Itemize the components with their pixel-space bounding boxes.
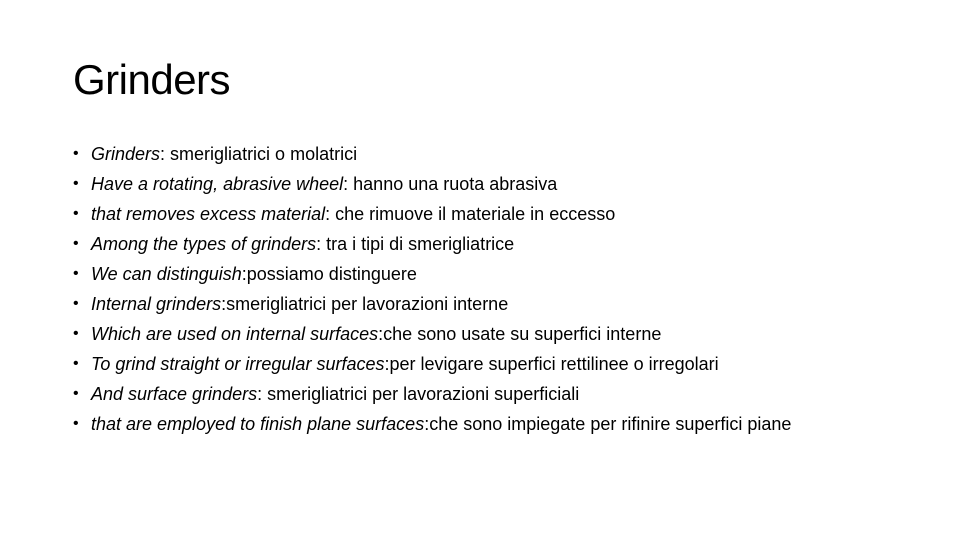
english-term: We can distinguish [91, 264, 242, 284]
english-term: Grinders [91, 144, 161, 164]
separator: : [160, 144, 171, 164]
slide-title: Grinders [73, 56, 231, 103]
bullet-item [73, 174, 893, 194]
separator: : [316, 234, 327, 254]
bullet-item [73, 264, 893, 284]
italian-translation: possiamo distinguere [246, 264, 417, 284]
italian-translation: smerigliatrici per lavorazioni interne [226, 294, 509, 314]
english-term: To grind straight or irregular surfaces [91, 354, 385, 374]
italian-translation: che rimuove il materiale in eccesso [335, 204, 616, 224]
english-term: And surface grinders [91, 384, 258, 404]
italian-translation: tra i tipi di smerigliatrice [326, 234, 515, 254]
bullet-item [73, 294, 893, 314]
separator: : [221, 294, 227, 314]
bullet-item [73, 384, 893, 404]
bullet-item [73, 204, 893, 224]
bullet-icon: • [73, 265, 79, 282]
separator: : [424, 414, 430, 434]
bullet-item [73, 144, 893, 164]
italian-translation: smerigliatrici o molatrici [170, 144, 358, 164]
italian-translation: che sono usate su superfici interne [383, 324, 662, 344]
italian-translation: per levigare superfici rettilinee o irregolari [389, 354, 719, 374]
bullet-item [73, 414, 893, 434]
separator: : [241, 264, 247, 284]
separator: : [257, 384, 268, 404]
italian-translation: smerigliatrici per lavorazioni superficiali [267, 384, 580, 404]
bullet-icon: • [73, 205, 79, 222]
bullet-icon: • [73, 415, 79, 432]
bullet-icon: • [73, 355, 79, 372]
english-term: that are employed to finish plane surfaces [91, 414, 425, 434]
separator: : [378, 324, 384, 344]
bullet-item [73, 234, 893, 254]
bullet-icon: • [73, 325, 79, 342]
separator: : [343, 174, 354, 194]
bullet-list [73, 144, 893, 434]
bullet-item [73, 354, 893, 374]
separator: : [384, 354, 390, 374]
english-term: Among the types of grinders [91, 234, 317, 254]
bullet-icon: • [73, 175, 79, 192]
english-term: Have a rotating, abrasive wheel [91, 174, 344, 194]
italian-translation: che sono impiegate per rifinire superfici piane [429, 414, 792, 434]
bullet-icon: • [73, 295, 79, 312]
separator: : [325, 204, 336, 224]
bullet-icon: • [73, 145, 79, 162]
english-term: Which are used on internal surfaces [91, 324, 379, 344]
english-term: that removes excess material [91, 204, 326, 224]
bullet-item [73, 324, 893, 344]
bullet-icon: • [73, 385, 79, 402]
italian-translation: hanno una ruota abrasiva [353, 174, 558, 194]
bullet-icon: • [73, 235, 79, 252]
english-term: Internal grinders [91, 294, 222, 314]
